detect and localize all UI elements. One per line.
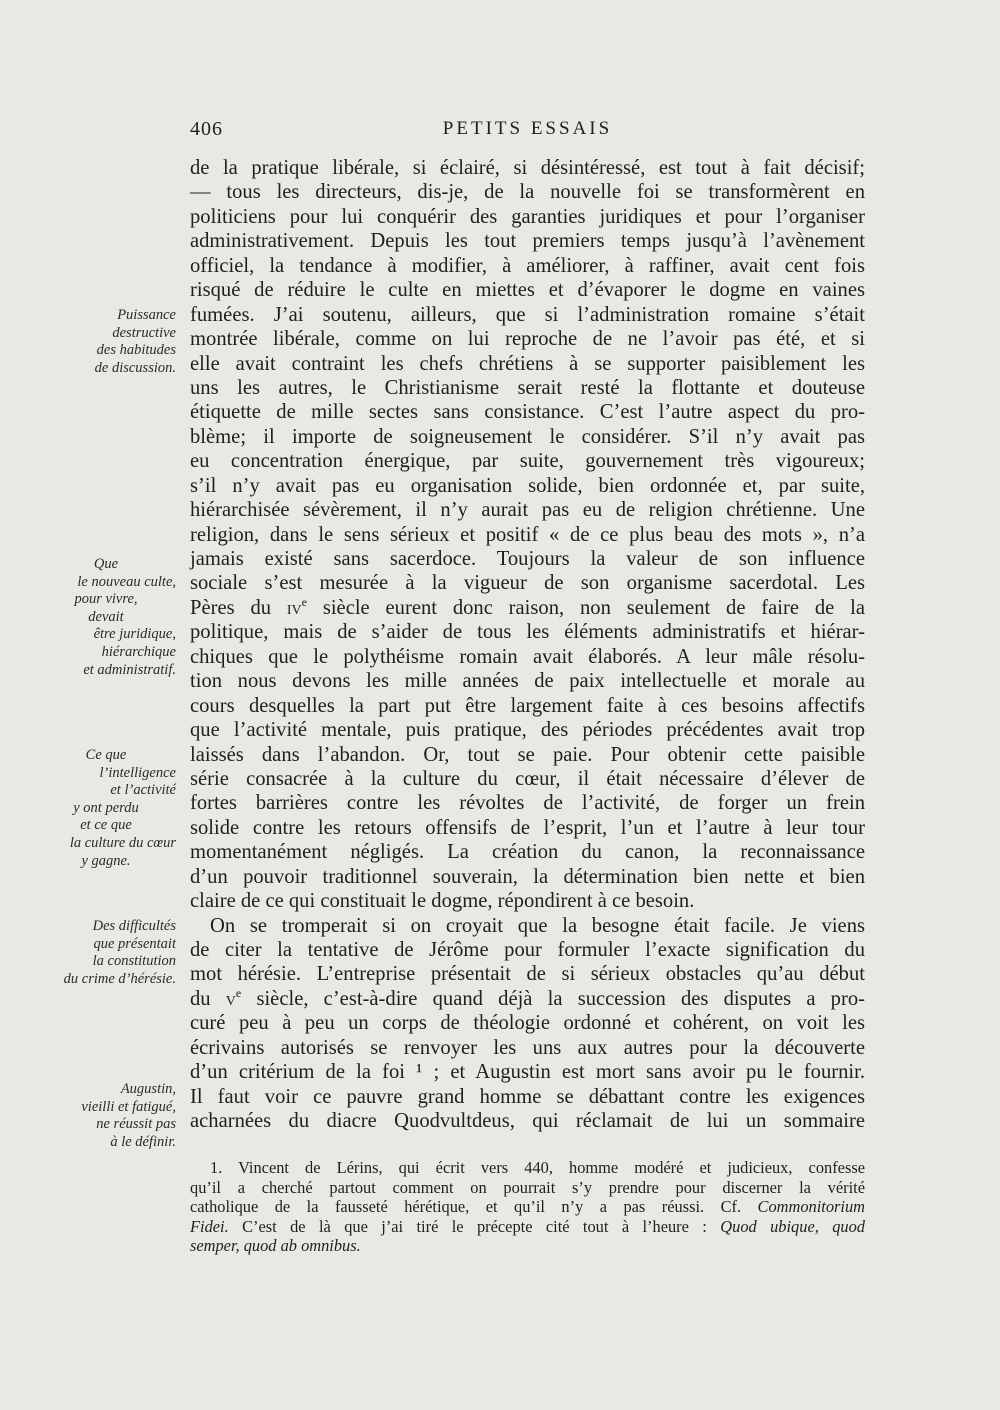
text-line: Pères du $iv^e$ siècle eurent donc raison, non seulement de faire de la <box>190 594 865 619</box>
margin-note-line: la constitution <box>92 953 176 970</box>
text-line: de la pratique libérale, si éclairé, si désintéressé, est tout à fait décisif; <box>190 157 865 179</box>
text-line: tion nous devons les mille années de paix intellectuelle et morale au <box>190 670 865 693</box>
text-line: du $v^e$ siècle, c’est-à-dire quand déjà la succession des disputes a pro- <box>190 985 865 1010</box>
text-line: acharnées du diacre Quodvultdeus, qui réclamait de lui un sommaire <box>190 1110 865 1133</box>
margin-note <box>36 307 176 377</box>
text-line: chiques que le polythéisme romain avait élaborés. A leur mâle résolu- <box>190 645 865 668</box>
text-line: mot hérésie. L’entreprise présentait de si sérieux obstacles qu’au début <box>190 963 865 986</box>
margin-note-line: ne réussit pas <box>96 1116 176 1133</box>
text-line: s’il n’y avait pas eu organisation solide, bien ordonnée et, par suite, <box>190 474 865 497</box>
running-head: PETITS ESSAIS <box>442 118 613 139</box>
text-line: momentanément négligés. La création du canon, la reconnaissance <box>190 841 865 864</box>
footnote-line <box>190 1217 865 1237</box>
text-line: blème; il importe de soigneusement le considérer. S’il n’y avait pas <box>190 425 865 448</box>
margin-note-line: Puissance <box>117 307 176 323</box>
text-line: jamais existé sans sacerdoce. Toujours la valeur de son influence <box>190 548 865 570</box>
text-line: fumées. J’ai soutenu, ailleurs, que si l’administration romaine s’était <box>190 303 865 326</box>
margin-note-line: et ce que <box>80 817 132 834</box>
text-line: sociale s’est mesurée à la vigueur de son organisme sacerdotal. Les <box>190 572 865 595</box>
footnote-title-italic: Fidei. <box>190 1216 229 1236</box>
margin-note-line: destructive <box>112 324 176 341</box>
margin-note-line: Augustin, <box>120 1081 176 1097</box>
text-line: que l’activité mentale, puis pratique, des périodes précédentes avait trop <box>190 719 865 742</box>
footnote-title-italic: Commonitorium <box>757 1197 865 1216</box>
footnote-line <box>190 1236 865 1256</box>
margin-note-line: y gagne. <box>81 852 131 869</box>
margin-note-line: pour vivre, <box>74 591 138 608</box>
margin-note-line: et administratif. <box>83 661 176 678</box>
footnote-line <box>190 1197 865 1217</box>
text-line: Il faut voir ce pauvre grand homme se débattant contre les exigences <box>190 1085 865 1108</box>
margin-note-line: y ont perdu <box>73 799 139 816</box>
margin-note-line: devait <box>88 608 124 625</box>
text-line: d’un critérium de la foi ¹ ; et Augustin est mort sans avoir pu le fournir. <box>190 1061 865 1084</box>
footnote-text: C’est de là que j’ai tiré le précepte cité tout à l’heure : <box>242 1216 707 1236</box>
margin-note-line: Des difficultés <box>92 918 176 934</box>
text-line: On se tromperait si on croyait que la besogne était facile. Je viens <box>210 914 865 937</box>
footnote-line: qu’il a cherché partout comment on pourrait s’y prendre pour discerner la vérité <box>190 1177 865 1197</box>
text-line: politiciens pour lui conquérir des garanties juridiques et pour l’organiser <box>190 205 865 228</box>
text-line: d’un pouvoir traditionnel souverain, la détermination bien nette et bien <box>190 865 865 888</box>
text-line: série consacrée à la culture du cœur, il était nécessaire d’élever de <box>190 767 865 790</box>
text-line: étiquette de mille sectes sans consistance. C’est l’autre aspect du pro- <box>190 401 865 424</box>
main-text <box>190 156 865 1134</box>
text-line: montrée libérale, comme on lui reproche de ne l’avoir pas été, et si <box>190 328 865 351</box>
footnote-quote-italic: Quod ubique, quod <box>720 1216 865 1236</box>
text-line: eu concentration énergique, par suite, gouvernement très vigoureux; <box>190 450 865 473</box>
margin-note <box>36 1081 176 1151</box>
text-line: politique, mais de s’aider de tous les éléments administratifs et hiérar- <box>190 621 865 644</box>
text-line: hiérarchisée sévèrement, il n’y aurait pas eu de religion chrétienne. Une <box>190 499 865 522</box>
margin-note-line: Que <box>93 556 119 572</box>
text-line: solide contre les retours offensifs de l’esprit, l’un et l’autre à leur tour <box>190 816 865 839</box>
margin-note-line: que présentait <box>93 935 176 952</box>
margin-note-line: à le définir. <box>110 1133 176 1150</box>
margin-note-line: être juridique, <box>93 626 176 643</box>
margin-note-line: vieilli et fatigué, <box>81 1098 176 1115</box>
margin-note <box>36 918 176 988</box>
footnote-text: catholique de la fausseté hérétique, et qu’il n’y a pas réussi. Cf. <box>190 1197 742 1216</box>
margin-note <box>36 747 176 870</box>
text-line: laissés dans l’abandon. Or, tout se paie. Pour obtenir cette paisible <box>190 743 865 766</box>
footnotes <box>190 1158 865 1256</box>
text-line: religion, dans le sens sérieux et positif « de ce plus beau des mots », n’a <box>190 523 865 546</box>
text-line: — tous les directeurs, dis-je, de la nouvelle foi se transformèrent en <box>190 181 865 204</box>
text-line: de citer la tentative de Jérôme pour formuler l’exacte signification du <box>190 939 865 961</box>
text-line: officiel, la tendance à modifier, à améliorer, à raffiner, avait cent fois <box>190 254 865 277</box>
text-line: elle avait contraint les chefs chrétiens à se supporter paisiblement les <box>190 352 865 375</box>
text-line: curé peu à peu un corps de théologie ordonné et cohérent, on voit les <box>190 1012 865 1035</box>
footnote-quote-italic: semper, quod ab omnibus. <box>190 1236 361 1255</box>
margin-note-line: de discussion. <box>94 359 176 376</box>
text-line: administrativement. Depuis les tout premiers temps jusqu’à l’avènement <box>190 230 865 253</box>
margin-note-line: la culture du cœur <box>69 834 176 851</box>
margin-note-line: Ce que <box>85 747 127 763</box>
margin-note-line: l’intelligence <box>99 764 176 781</box>
page-number: 406 <box>190 118 223 140</box>
text-line: écrivains autorisés se renvoyer les uns aux autres pour la découverte <box>190 1036 865 1059</box>
text-line: claire de ce qui constituait le dogme, répondirent à ce besoin. <box>190 890 695 913</box>
text-line: uns les autres, le Christianisme serait resté la flottante et douteuse <box>190 376 865 399</box>
margin-note-line: des habitudes <box>96 342 176 359</box>
margin-note-line: hiérarchique <box>101 643 176 660</box>
text-line: cours desquelles la part put être largement faite à ces besoins affectifs <box>190 694 865 717</box>
text-line: fortes barrières contre les révoltes de l’activité, de forger un frein <box>190 792 865 815</box>
margin-note <box>36 556 176 679</box>
page-header <box>190 118 865 148</box>
margin-note-line: le nouveau culte, <box>77 573 176 590</box>
margin-note-line: et l’activité <box>110 782 176 799</box>
footnote-line: 1. Vincent de Lérins, qui écrit vers 440, homme modéré et judicieux, confesse <box>210 1158 865 1177</box>
margin-note-line: du crime d’hérésie. <box>63 970 176 987</box>
text-line: risqué de réduire le culte en miettes et d’évaporer le dogme en vaines <box>190 279 865 302</box>
